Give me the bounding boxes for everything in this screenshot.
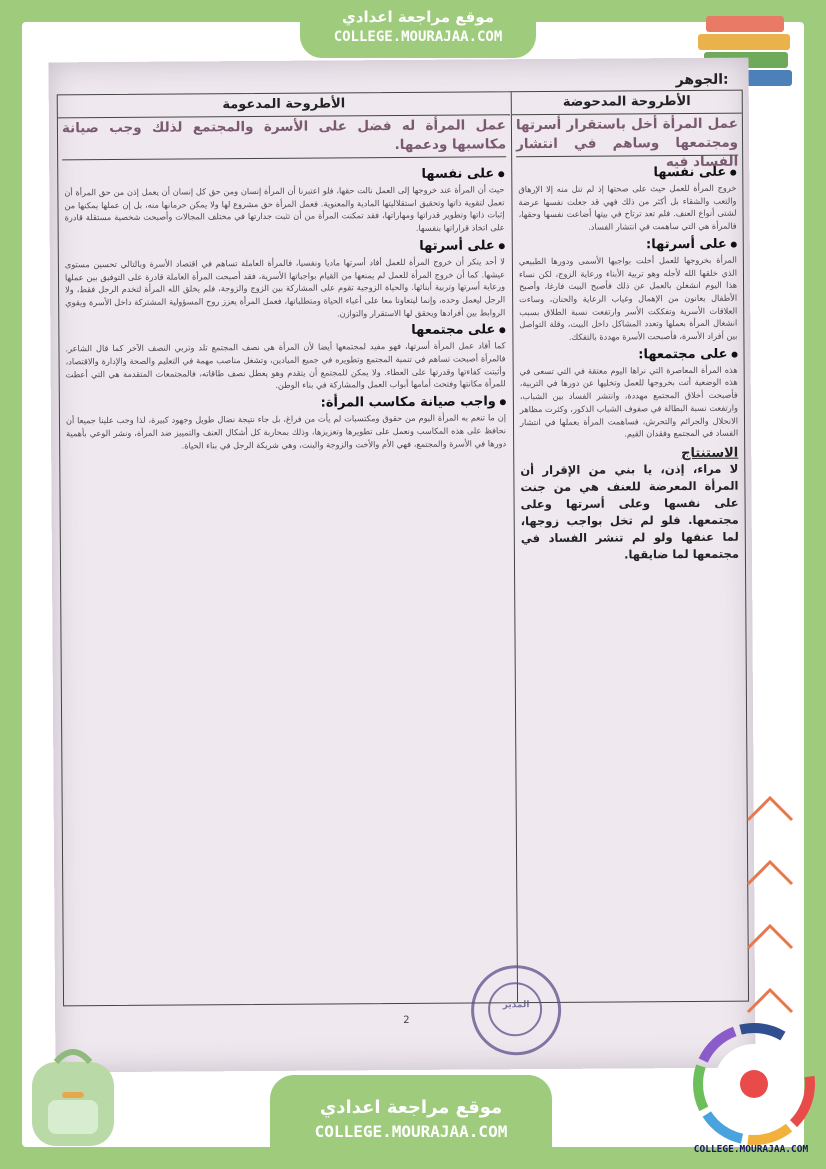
stamp-icon [471,965,562,1056]
bullet-icon [498,171,504,177]
page-number: 2 [403,1014,410,1027]
section-heading: واجب صيانة مكاسب المرأة: [66,394,506,412]
supported-thesis: عمل المرأة له فضل على الأسرة والمجتمع لذلك وجب صيانة مكاسبها ودعمها. [62,116,506,160]
bullet-icon [731,241,737,247]
bullet-icon [500,399,506,405]
site-name: موقع مراجعة اعدادي [342,8,494,26]
section-text: لا أحد ينكر أن خروج المرأة للعمل أفاد أسرتها ماديا ونفسيا، فالمرأة العاملة تساهم في اقتصاد الأسرة وبالتالي تحسين مستوى عيشها. كما أن خروج المرأة للعمل لم يمنعها من القيام بواجباتها الأسرية، فقد أصبحت المرأة العاملة قادرة على التوفيق بين عملها ورعاية أسرتها وتربية أبنائها. والحياة الزوجية تقوم على المشاركة بين الزوج والزوجة، فلم يخلق الله المرأة لتخدم الرجل فقط، ولا الرجل ليعمل وحده، وإنما ليتعاونا معا على أعباء الحياة ومتطلباتها، فعمل المرأة يعزز روح المسؤولية المشتركة داخل الأسرة ويقوي الروابط بين أفرادها ويحقق لها الاستقرار والتوازن. [64,256,506,319]
backpack-icon [18,1040,128,1150]
section-heading: على مجتمعها [65,323,505,341]
bullet-icon [730,170,736,176]
site-name-bottom: موقع مراجعة اعدادي [319,1097,503,1118]
bottom-banner[interactable] [270,1075,552,1155]
refuted-body [518,161,742,999]
section-label: :الجوهر [675,71,729,89]
refuted-thesis: عمل المرأة أخل باستقرار أسرتها ومجتمعها وساهم في انتشار الفساد فيه [515,115,739,171]
conclusion-heading: الاستنتاج [681,445,739,462]
section-text: المرأة بخروجها للعمل أخلت بواجبها الأسمى ودورها الطبيعي الذي خلقها الله لأجله وهو تربية الأبناء ورعاية الزوج، لكن نساء هذا اليوم انشغلن بالعمل عن ذلك فأصبح البيت فارغا، وأصبح الأطفال يعانون من الإهمال وغياب الرعاية والحنان، وساءت العلاقات الأسرية وتفككت الأسر وارتفعت نسبة الطلاق بسبب انشغال المرأة بعملها وتعدد المشاكل داخل البيت، وقلة التواصل بين أفراد الأسرة، فأصبحت الأسرة مهددة بالتفكك. [518,254,738,342]
refuted-title: الأطروحة المدحوضة [512,91,742,116]
bullet-icon [732,351,738,357]
section-text: حيث أن المرأة عند خروجها إلى العمل نالت حقها، فلو اعتبرنا أن المرأة إنسان ومن حق كل إنسان أن يعمل إذن من حق المرأة أن تعمل لتقوية ذاتها وتحقيق استقلاليتها المادية والمعنوية. فعمل المرأة حق مشروع لها ولا يمكن حرمانها منه، بل إن عملها يمكنها من إثبات ذاتها وتطوير قدراتها ومهاراتها، فقد تمكنت المرأة من أن تثبت جدارتها في مختلف المجالات وأصبحت شخصية مستقلة قادرة على اتخاذ قراراتها بنفسها. [64,184,505,234]
section-heading: على أسرتها: [519,236,737,253]
supported-body [64,162,510,1001]
section-text: كما أفاد عمل المرأة أسرتها، فهو مفيد لمجتمعها أيضا لأن المرأة هي نصف المجتمع تلد وتربي النصف الآخر كما قال الشاعر. فالمرأة أصبحت تساهم في تنمية المجتمع وتطويره في جميع الميادين، وتشغل مناصب مهمة في التعليم والصحة والإدارة والاقتصاد، وأثبتت كفاءتها وقدرتها على العطاء. ولا يمكن للمجتمع أن يتقدم وهو يعطل نصف طاقاته، فالمجتمعات المتقدمة هي التي أعطت للمرأة مكانتها وفتحت أمامها أبواب العمل والمشاركة في بناء الوطن. [65,340,506,391]
supported-column [58,92,516,1005]
section-heading: على نفسها [64,166,504,184]
bullet-icon [499,243,505,249]
theses-table [57,90,749,1007]
scanned-page [48,58,755,1073]
bullet-icon [499,328,505,334]
conclusion-text: لا مراء، إذن، يا بني من الإقرار أن المرأة المعرضة للعنف هي من جنت على نفسها وعلى أسرتها وعلى مجتمعها. فلو لم تخل بواجب زوجها، لما عنفها ولو لم تنشر الفساد في مجتمعها لما ضايقها. [520,461,739,562]
refuted-column [511,91,748,1003]
supported-title: الأطروحة المدعومة [58,92,510,118]
site-url-bottom[interactable]: COLLEGE.MOURAJAA.COM [314,1122,508,1141]
chevrons-decoration-icon [740,780,800,1060]
section-text: خروج المرأة للعمل حيث على صحتها إذ لم تنل منه إلا الإرهاق والتعب والشقاء بل أكثر من ذلك فهي قد جعلت نفسها عرضة لشتى أنواع العنف. فلم تعد ترتاح في بيتها أضاعت نفسها وحقها، فالمرأة هي التي ساهمت في انتشار الفساد. [518,182,737,232]
site-logo-icon[interactable] [692,1022,816,1146]
section-heading: على أسرتها [65,238,505,256]
section-text: إن ما تنعم به المرأة اليوم من حقوق ومكتسبات لم يأت من فراغ، بل جاء نتيجة نضال طويل وجهود كبيرة، لذا وجب علينا جميعا أن نحافظ على هذه المكاسب ونعمل على تطويرها وتعزيزها، وذلك بمحاربة كل أشكال العنف والتمييز ضد المرأة، ونشر الوعي بأهمية دورها في الأسرة والمجتمع، فهي الأم والأخت والزوجة والبنت، وهي شريكة الرجل في بناء الحياة. [65,412,507,451]
section-heading: على نفسها [518,165,736,182]
site-url[interactable]: COLLEGE.MOURAJAA.COM [333,29,503,45]
top-banner[interactable] [300,0,536,58]
section-heading: على مجتمعها: [519,346,737,363]
section-text: هذه المرأة المعاصرة التي نراها اليوم معتقة في التي تسعى في هذه الوضعية أتت بخروجها للعمل وتخليها عن دورها في التربية، فأصبحت أخلاق المجتمع مهددة، وانتشر الفساد بين الشباب، وارتفعت نسبة البطالة في صفوف الشباب الذكور، وكثرت مظاهر الانحلال والجرائم والتحرش، فساهمت المرأة بعملها في انتشار الفساد في المجتمع وفقدان القيم. [519,364,739,439]
logo-url[interactable]: COLLEGE.MOURAJAA.COM [693,1144,809,1155]
stamp-text: المدير [502,1000,530,1011]
